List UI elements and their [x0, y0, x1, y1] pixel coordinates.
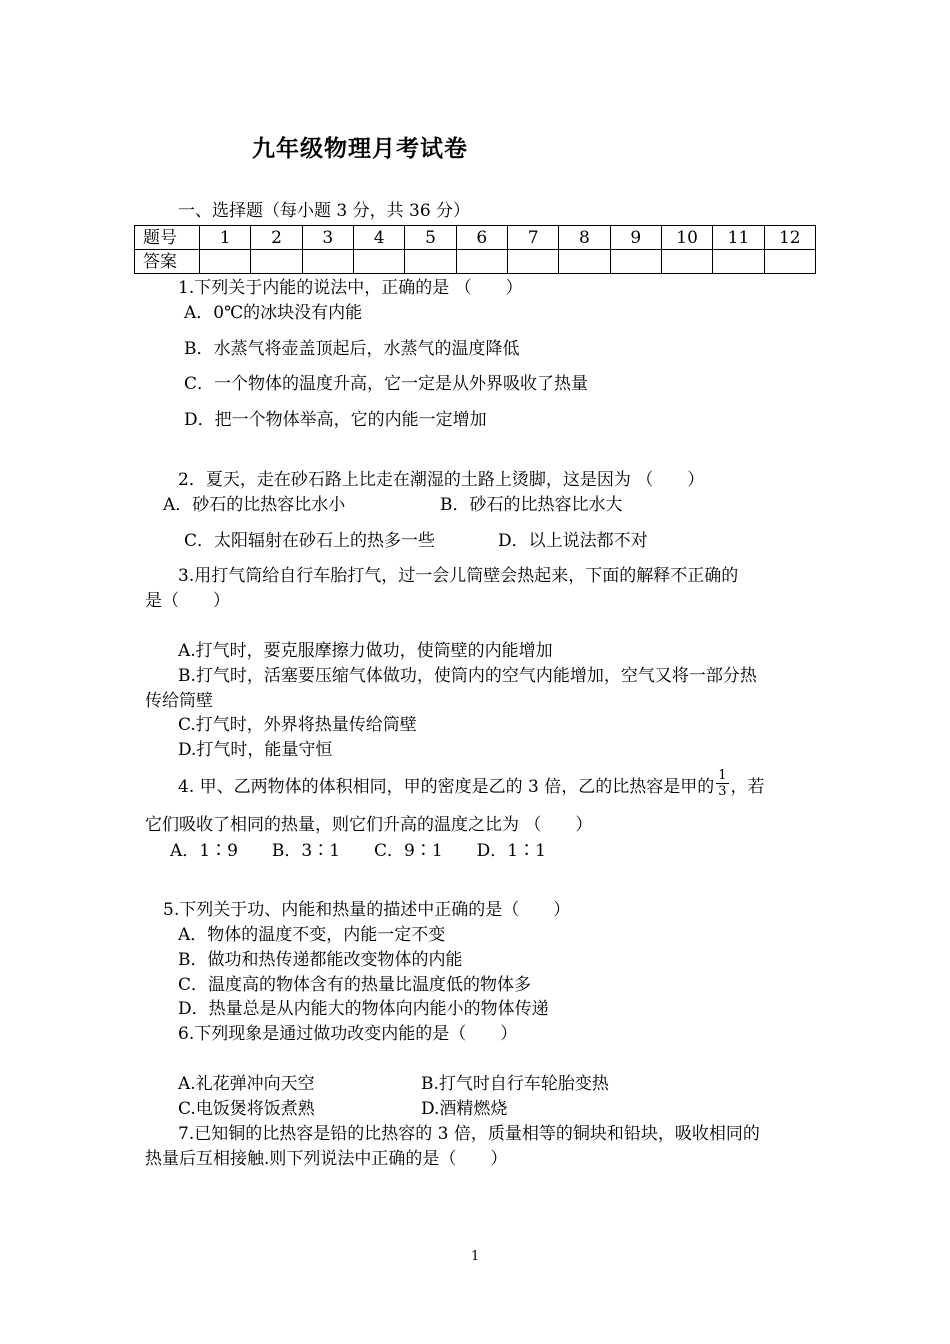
question-6-option-c: C.电饭煲将饭煮熟 — [178, 1099, 315, 1119]
table-row — [135, 226, 816, 250]
question-5-stem: 5.下列关于功、内能和热量的描述中正确的是（ ） — [163, 900, 571, 920]
table-header-cell: 题号 — [135, 226, 200, 250]
question-4-stem-cont: 它们吸收了相同的热量，则它们升高的温度之比为 （ ） — [145, 815, 593, 835]
answer-cell[interactable] — [764, 250, 815, 274]
page-title: 九年级物理月考试卷 — [252, 135, 468, 162]
answer-cell[interactable] — [661, 250, 712, 274]
question-3-option-b: B.打气时，活塞要压缩气体做功，使筒内的空气内能增加，空气又将一部分热 — [178, 666, 757, 686]
question-7-stem-cont: 热量后互相接触.则下列说法中正确的是（ ） — [145, 1149, 508, 1169]
question-4-stem-suffix: ，若 — [730, 777, 765, 797]
question-5-option-d: D．热量总是从内能大的物体向内能小的物体传递 — [178, 999, 549, 1019]
fraction-numerator: 1 — [718, 768, 727, 783]
question-1-stem: 1.下列关于内能的说法中，正确的是 （ ） — [178, 278, 523, 298]
question-3-stem-cont: 是（ ） — [145, 591, 230, 611]
question-1-option-b: B．水蒸气将壶盖顶起后，水蒸气的温度降低 — [184, 339, 520, 359]
question-7-stem: 7.已知铜的比热容是铅的比热容的 3 倍，质量相等的铜块和铅块，吸收相同的 — [178, 1124, 760, 1144]
question-1-option-a: A．0℃的冰块没有内能 — [184, 303, 363, 323]
question-6-stem: 6.下列现象是通过做功改变内能的是（ ） — [178, 1024, 518, 1044]
question-3-stem: 3.用打气筒给自行车胎打气，过一会儿筒壁会热起来，下面的解释不正确的 — [178, 566, 739, 586]
question-3-option-d: D.打气时，能量守恒 — [178, 740, 333, 760]
question-4-stem-text: 4. 甲、乙两物体的体积相同，甲的密度是乙的 3 倍，乙的比热容是甲的 — [178, 777, 715, 797]
question-2-option-a: A．砂石的比热容比水小 — [163, 495, 346, 515]
answer-cell[interactable] — [713, 250, 764, 274]
question-6-option-d: D.酒精燃烧 — [421, 1099, 508, 1119]
page-number: 1 — [471, 1249, 480, 1264]
answer-cell[interactable] — [507, 250, 558, 274]
question-1-option-c: C．一个物体的温度升高，它一定是从外界吸收了热量 — [184, 374, 589, 394]
question-number-cell: 1 — [200, 226, 251, 250]
question-5-option-c: C．温度高的物体含有的热量比温度低的物体多 — [178, 975, 532, 995]
question-4-options: A．1∶9 B．3∶1 C．9∶1 D．1∶1 — [170, 841, 546, 861]
question-number-cell: 8 — [559, 226, 610, 250]
question-number-cell: 12 — [764, 226, 815, 250]
question-3-option-a: A.打气时，要克服摩擦力做功，使筒壁的内能增加 — [178, 641, 553, 661]
answer-cell[interactable] — [610, 250, 661, 274]
question-6-option-b: B.打气时自行车轮胎变热 — [421, 1074, 609, 1094]
section-heading: 一、选择题（每小题 3 分，共 36 分） — [178, 201, 471, 221]
question-4-stem — [178, 768, 765, 803]
table-row — [135, 250, 816, 274]
answer-cell[interactable] — [251, 250, 302, 274]
question-5-option-a: A．物体的温度不变，内能一定不变 — [178, 925, 446, 945]
question-number-cell: 9 — [610, 226, 661, 250]
fraction-denominator: 3 — [718, 784, 727, 799]
answer-cell[interactable] — [353, 250, 404, 274]
question-number-cell: 2 — [251, 226, 302, 250]
answer-cell[interactable] — [200, 250, 251, 274]
answer-cell[interactable] — [456, 250, 507, 274]
question-2-option-d: D．以上说法都不对 — [498, 531, 648, 551]
question-3-option-b-cont: 传给筒壁 — [145, 691, 213, 711]
answer-cell[interactable] — [302, 250, 353, 274]
question-1-option-d: D．把一个物体举高，它的内能一定增加 — [184, 410, 487, 430]
answer-cell[interactable] — [405, 250, 456, 274]
answer-cell[interactable] — [559, 250, 610, 274]
question-2-option-b: B．砂石的比热容比水大 — [440, 495, 623, 515]
question-number-cell: 4 — [353, 226, 404, 250]
question-number-cell: 3 — [302, 226, 353, 250]
question-number-cell: 7 — [507, 226, 558, 250]
table-header-cell: 答案 — [135, 250, 200, 274]
answer-table — [134, 225, 816, 274]
question-number-cell: 10 — [661, 226, 712, 250]
question-6-option-a: A.礼花弹冲向天空 — [178, 1074, 315, 1094]
question-2-option-c: C．太阳辐射在砂石上的热多一些 — [184, 531, 436, 551]
question-number-cell: 6 — [456, 226, 507, 250]
question-2-stem: 2．夏天，走在砂石路上比走在潮湿的土路上烫脚，这是因为 （ ） — [178, 470, 705, 490]
question-number-cell: 11 — [713, 226, 764, 250]
fraction — [716, 768, 728, 799]
question-number-cell: 5 — [405, 226, 456, 250]
question-5-option-b: B．做功和热传递都能改变物体的内能 — [178, 950, 463, 970]
question-3-option-c: C.打气时，外界将热量传给筒壁 — [178, 715, 417, 735]
